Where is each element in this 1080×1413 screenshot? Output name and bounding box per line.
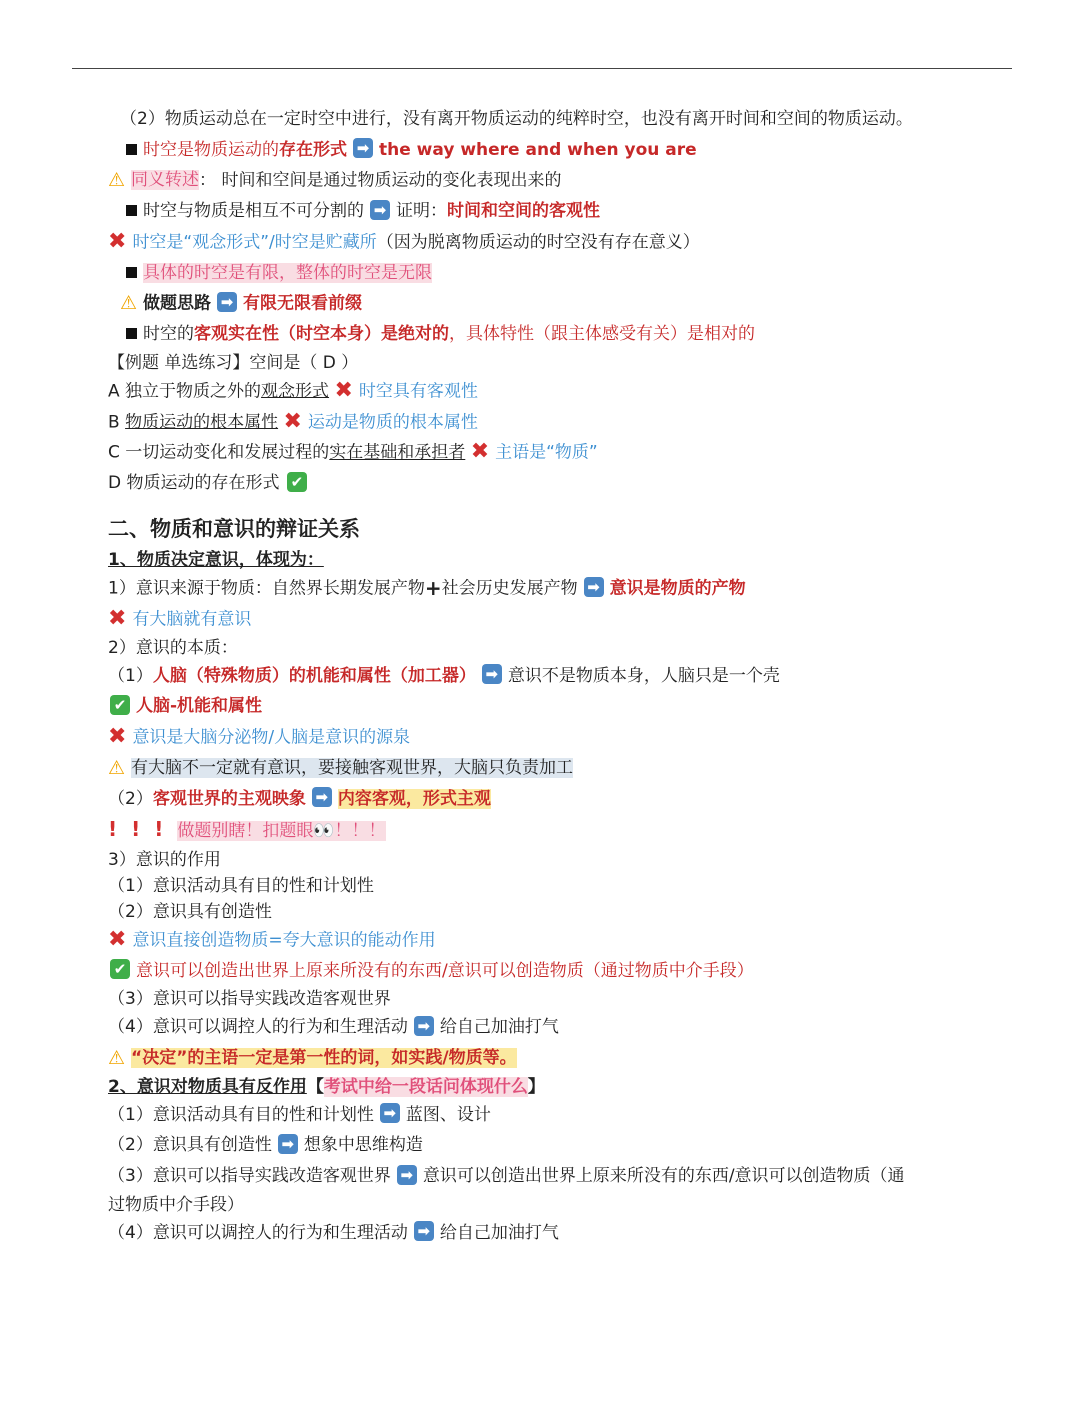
cross-icon: ✖ [108, 926, 127, 952]
note-line [108, 956, 988, 987]
text: 运动是物质的根本属性 [307, 411, 478, 432]
cross-icon: ✖ [470, 439, 490, 465]
text: 给自己加油打气 [439, 1222, 559, 1243]
right-arrow-icon: ➡ [278, 1134, 298, 1154]
cross-icon: ✖ [283, 408, 302, 434]
text: 内容客观，形式主观 [337, 788, 491, 809]
text: the way where and when you are [379, 139, 697, 160]
note-line [108, 288, 988, 319]
exclamation-icon: ! [108, 817, 118, 842]
text: （3）意识可以指导实践改造客观世界 [108, 1166, 391, 1186]
check-icon: ✔ [110, 695, 130, 715]
right-arrow-icon: ➡ [584, 577, 604, 597]
note-line [108, 468, 988, 499]
square-bullet-icon [126, 328, 137, 339]
exclamation-icon: ! [131, 817, 141, 842]
note-line [108, 661, 988, 692]
note-line [108, 925, 988, 956]
text: 时空是物质运动的 [143, 139, 279, 160]
text: 意识不是物质本身，人脑只是一个壳 [507, 665, 780, 686]
text: 【 [306, 1076, 324, 1097]
note-line [108, 722, 988, 753]
text: B [108, 411, 126, 432]
text: 做题思路 [143, 293, 212, 314]
text: （3）意识可以指导实践改造客观世界 [108, 989, 391, 1010]
text: “决定”的主语一定是第一性的词，如实践/物质等。 [131, 1048, 517, 1069]
note-line [108, 814, 988, 847]
note-line [108, 753, 988, 784]
note-line [108, 847, 988, 873]
note-line [108, 165, 988, 196]
note-line [108, 573, 988, 604]
subsection-heading: 2、意识对物质具有反作用 [108, 1076, 307, 1097]
note-line [108, 376, 988, 407]
text: 意识可以创造出世界上原来所没有的东西/意识可以创造物质（通过物质中介手段） [136, 960, 754, 981]
text: 具体的时空是有限，整体的时空是无限 [143, 262, 432, 283]
right-arrow-icon: ➡ [414, 1016, 434, 1036]
text: 想象中思维构造 [303, 1135, 423, 1156]
text: 意识是大脑分泌物/人脑是意识的源泉 [132, 727, 411, 748]
section-heading: 二、物质和意识的辩证关系 [108, 516, 360, 541]
text: 时空与物质是相互不可分割的 [143, 201, 364, 222]
note-line [108, 1043, 988, 1074]
text: 意识可以创造出世界上原来所没有的东西/意识可以创造物质（通 [422, 1166, 905, 1186]
subsection-heading: 1、物质决定意识，体现为： [108, 549, 324, 570]
text: ，具体特性（跟主体感受有关）是相对的 [449, 324, 755, 345]
text: 实在基础和承担者 [329, 442, 466, 463]
note-line [108, 319, 988, 350]
text: 【例题 单选练习】空间是（ D ） [108, 352, 359, 373]
plus-icon: + [424, 575, 442, 600]
cross-icon: ✖ [108, 228, 127, 254]
text: ： 时间和空间是通过物质运动的变化表现出来的 [199, 170, 562, 191]
text: 意识直接创造物质=夸大意识的能动作用 [132, 930, 436, 951]
note-line [108, 1012, 988, 1043]
text: 客观世界的主观映象 [152, 788, 306, 809]
right-arrow-icon: ➡ [482, 664, 502, 684]
right-arrow-icon: ➡ [217, 292, 237, 312]
square-bullet-icon [126, 205, 137, 216]
note-line [108, 350, 988, 376]
text: 时空的 [143, 324, 194, 345]
text: 时空是“观念形式”/时空是贮藏所 [132, 231, 377, 252]
note-line [108, 784, 988, 815]
warning-icon: ⚠ [120, 292, 138, 315]
cross-icon: ✖ [108, 723, 127, 749]
square-bullet-icon [126, 144, 137, 155]
note-line [108, 1130, 988, 1161]
text: 人脑-机能和属性 [136, 696, 263, 717]
right-arrow-icon: ➡ [370, 200, 390, 220]
text: 意识是物质的产物 [609, 578, 746, 599]
note-line [108, 407, 988, 438]
text: 主语是“物质” [495, 442, 598, 463]
text: 物质运动的根本属性 [125, 411, 279, 432]
text: （因为脱离物质运动的时空没有存在意义） [376, 231, 700, 252]
note-line [108, 227, 988, 258]
text: 观念形式 [261, 380, 330, 401]
note-line [108, 258, 988, 289]
text: 做题别瞎！扣题眼👀！！！ [177, 821, 386, 842]
right-arrow-icon: ➡ [380, 1103, 400, 1123]
text: （2） [108, 788, 153, 809]
exclamation-icon: ! [154, 817, 164, 842]
text: 社会历史发展产物 [441, 578, 578, 599]
text: 同义转述 [131, 170, 200, 191]
note-line [108, 104, 988, 135]
text: 客观实在性（时空本身）是绝对的 [194, 324, 449, 345]
text: 考试中给一段话问体现什么 [323, 1076, 528, 1097]
right-arrow-icon: ➡ [414, 1221, 434, 1241]
note-line [108, 604, 988, 635]
text: 时空具有客观性 [358, 380, 478, 401]
cross-icon: ✖ [108, 605, 127, 631]
note-line [108, 1074, 988, 1100]
cross-icon: ✖ [334, 377, 353, 403]
text: （2）意识具有创造性 [108, 901, 272, 922]
notes-document [108, 104, 988, 1248]
header-rule [72, 68, 1012, 69]
check-icon: ✔ [287, 472, 307, 492]
text: 2）意识的本质： [108, 637, 238, 658]
text: （2）物质运动总在一定时空中进行，没有离开物质运动的纯粹时空，也没有离开时间和空间的物质运动。 [120, 109, 913, 129]
text: 给自己加油打气 [439, 1017, 559, 1038]
text: A 独立于物质之外的 [108, 380, 262, 401]
warning-icon: ⚠ [108, 169, 126, 192]
text: D 物质运动的存在形式 [108, 473, 280, 494]
warning-icon: ⚠ [108, 756, 126, 779]
text: （1）意识活动具有目的性和计划性 [108, 1104, 374, 1125]
text: 】 [527, 1076, 545, 1097]
text: 存在形式 [279, 139, 347, 160]
note-line [108, 547, 988, 573]
note-line [108, 196, 988, 227]
square-bullet-icon [126, 267, 137, 278]
note-line [108, 691, 988, 722]
note-line [108, 437, 988, 468]
text: 1）意识来源于物质：自然界长期发展产物 [108, 578, 425, 599]
note-line [108, 1100, 988, 1131]
text: （1） [108, 665, 153, 686]
note-line [108, 1161, 988, 1192]
text: （4）意识可以调控人的行为和生理活动 [108, 1017, 408, 1038]
text: C 一切运动变化和发展过程的 [108, 442, 330, 463]
right-arrow-icon: ➡ [353, 138, 373, 158]
text: （4）意识可以调控人的行为和生理活动 [108, 1222, 408, 1243]
text: 有大脑就有意识 [132, 609, 252, 630]
note-line [108, 899, 988, 925]
note-line [108, 986, 988, 1012]
text: 过物质中介手段） [108, 1194, 244, 1215]
text: 时间和空间的客观性 [447, 201, 600, 222]
note-line [108, 1192, 988, 1218]
warning-icon: ⚠ [108, 1046, 126, 1069]
check-icon: ✔ [110, 959, 130, 979]
text: 人脑（特殊物质）的机能和属性（加工器） [152, 665, 476, 686]
text: 蓝图、设计 [405, 1104, 491, 1125]
text: 有限无限看前缀 [243, 293, 363, 314]
note-line [108, 135, 988, 166]
text: （2）意识具有创造性 [108, 1135, 272, 1156]
text: 有大脑不一定就有意识，要接触客观世界，大脑只负责加工 [131, 758, 574, 779]
note-line [108, 635, 988, 661]
note-line [108, 873, 988, 899]
text: 3）意识的作用 [108, 849, 221, 870]
text: （1）意识活动具有目的性和计划性 [108, 875, 374, 896]
note-line [108, 1218, 988, 1249]
text: 证明： [396, 201, 447, 222]
right-arrow-icon: ➡ [397, 1165, 417, 1185]
right-arrow-icon: ➡ [312, 787, 332, 807]
